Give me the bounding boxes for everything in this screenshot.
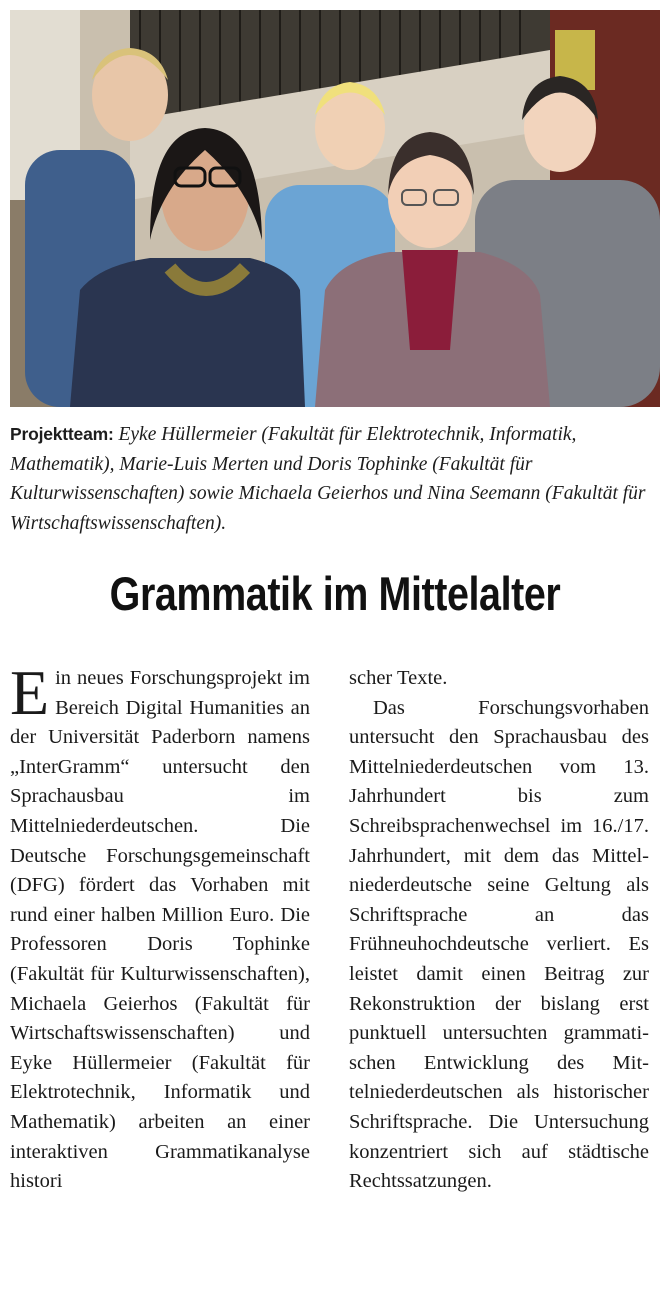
- photo-caption: [10, 420, 660, 538]
- article-headline: Grammatik im Mittelalter: [109, 567, 561, 620]
- drop-cap: E: [10, 657, 50, 728]
- article-column-right: [349, 664, 649, 1197]
- article-paragraph-1-continued: scher Texte.: [349, 667, 448, 689]
- article-paragraph-2: Das Forschungsvorhaben untersucht den Sprachausbau des Mittelniederdeutschen vom 13. Jahrhundert bis zum Schreibsprachenwechsel im 16./17. Jahrhundert, mit dem das Mittelniederdeutsche seine Geltung als Schriftsprache an das Frühneuhochdeutsche verliert. Es leistet damit einen Beitrag zur Rekonstruktion der bislang erst punktuell untersuchten grammatischen Entwicklung des Mittelniederdeutschen als historischer Schriftsprache. Die Untersuchung konzentriert sich auf städtische Rechtssatzungen.: [349, 696, 649, 1193]
- caption-lead: Projektteam:: [10, 424, 114, 444]
- article-paragraph-1: in neues Forschungsprojekt im Bereich Digital Humanities an der Universität Paderborn namens „InterGramm“ untersucht den Sprachausbau im Mittelniederdeutschen. Die Deutsche Forschungsgemeinschaft (DFG) fördert das Vorhaben mit rund einer halben Million Euro. Die Professoren Doris Tophinke (Fakultät für Kulturwissenschaften), Michaela Geierhos (Fakultät für Wirtschaftswissenschaften) und Eyke Hüllermeier (Fakultät für Elektrotechnik, Informatik und Mathematik) arbeiten an einer interaktiven Grammatikanalyse histori: [10, 667, 310, 1193]
- team-photo-illustration: [10, 10, 660, 407]
- article-column-left: [10, 657, 310, 1197]
- team-photo: [10, 10, 660, 407]
- caption-text: Eyke Hüllermeier (Fakultät für Elektrotechnik, Informatik, Mathematik), Marie-Luis Merten und Doris Tophinke (Fakultät für Kulturwissenschaften) sowie Michaela Geierhos und Nina Seemann (Fakultät für Wirtschaftswissenschaften).: [10, 424, 646, 534]
